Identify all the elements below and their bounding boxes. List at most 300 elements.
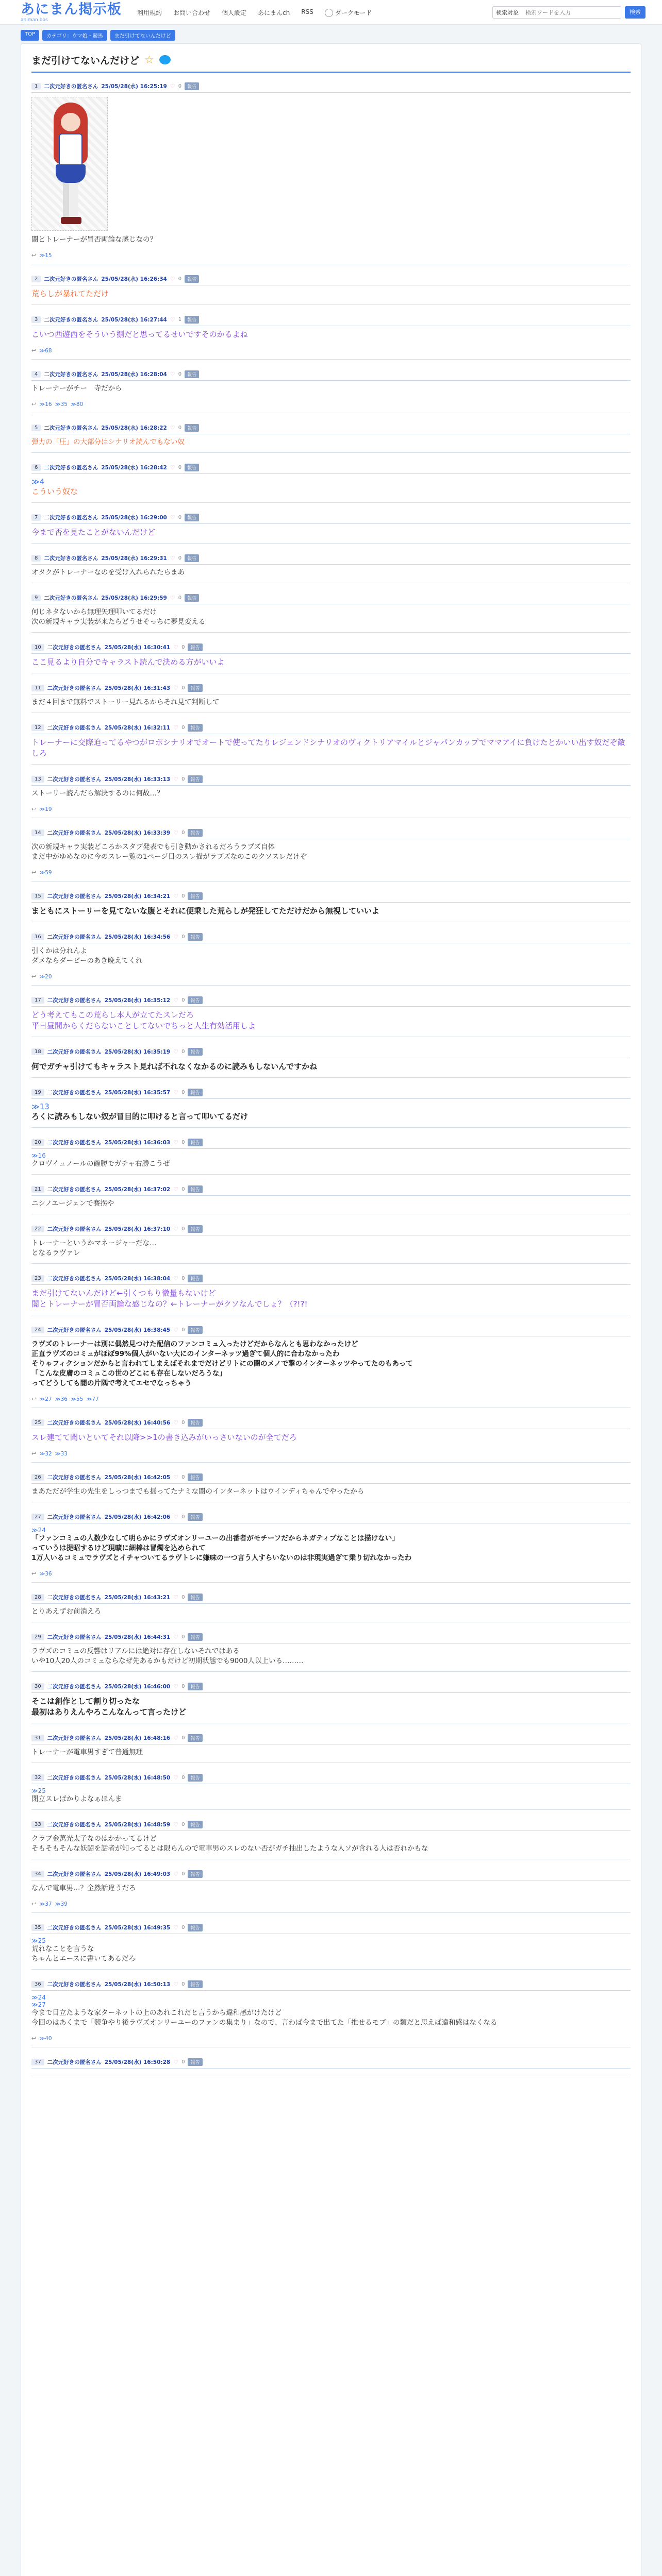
reply-link[interactable]: ≫77 (86, 1396, 99, 1402)
heart-icon[interactable]: ♡ (173, 1326, 179, 1333)
post-date: 25/05/28(水) 16:38:04 (104, 1275, 171, 1282)
post-number[interactable]: 15 (31, 893, 44, 900)
post-number[interactable]: 16 (31, 934, 44, 940)
post-image-character[interactable] (31, 97, 108, 231)
post-author: 二次元好きの匿名さん (44, 464, 98, 471)
post (31, 824, 631, 882)
post-header (31, 1632, 631, 1642)
search-input[interactable] (522, 9, 600, 16)
post-header (31, 2057, 631, 2067)
post-author: 二次元好きの匿名さん (47, 1871, 102, 1877)
toggle-icon[interactable] (325, 9, 333, 17)
heart-icon[interactable]: ♡ (173, 1185, 179, 1193)
post-date: 25/05/28(水) 16:49:35 (104, 1924, 171, 1931)
post (31, 1084, 631, 1128)
report-button[interactable]: 報告 (188, 1185, 202, 1193)
post-header (31, 995, 631, 1005)
post-number[interactable]: 22 (31, 1226, 44, 1232)
post-number[interactable]: 27 (31, 1514, 44, 1520)
like-count: 0 (181, 829, 185, 836)
post-quote-link[interactable]: ≫16 (31, 1152, 46, 1159)
reply-arrow-icon: ↩ (31, 973, 37, 980)
post-header-divider (31, 92, 631, 93)
heart-icon[interactable]: ♡ (173, 892, 179, 900)
heart-icon[interactable]: ♡ (173, 1275, 179, 1282)
post-date: 25/05/28(水) 16:40:56 (104, 1419, 171, 1426)
post-header (31, 1417, 631, 1428)
post-number[interactable]: 25 (31, 1419, 44, 1426)
report-button[interactable]: 報告 (188, 1980, 202, 1988)
post-number[interactable]: 37 (31, 2059, 44, 2065)
heart-icon[interactable]: ♡ (173, 1980, 179, 1988)
post-date: 25/05/28(水) 16:43:21 (104, 1594, 171, 1601)
like-count: 0 (181, 1089, 185, 1095)
reply-link[interactable]: ≫36 (55, 1396, 68, 1402)
heart-icon[interactable]: ♡ (173, 1821, 179, 1828)
heart-icon[interactable]: ♡ (170, 464, 175, 471)
reply-link[interactable]: ≫59 (39, 869, 52, 876)
post-header-divider (31, 653, 631, 654)
breadcrumb-top[interactable]: TOP (21, 30, 39, 41)
post-date: 25/05/28(水) 16:35:19 (104, 1048, 171, 1055)
heart-icon[interactable]: ♡ (173, 1870, 179, 1877)
nav-animanch[interactable]: あにまんch (258, 9, 290, 16)
dark-mode-toggle[interactable] (325, 8, 372, 17)
heart-icon[interactable]: ♡ (173, 1513, 179, 1520)
like-count: 0 (181, 1226, 185, 1232)
post (31, 992, 631, 1037)
post-author: 二次元好きの匿名さん (47, 1821, 102, 1828)
like-count: 0 (181, 934, 185, 940)
favorite-star-icon[interactable]: ☆ (144, 54, 154, 66)
post (31, 419, 631, 453)
post-quote-link[interactable]: ≫25 (31, 1787, 46, 1794)
post-number[interactable]: 7 (31, 514, 41, 521)
post-number[interactable]: 30 (31, 1683, 44, 1690)
post-header-divider (31, 1148, 631, 1149)
post-quote-link[interactable]: ≫24 (31, 1527, 46, 1534)
post-number[interactable]: 5 (31, 425, 41, 431)
post-author: 二次元好きの匿名さん (44, 371, 98, 378)
nav-settings[interactable]: 個人設定 (222, 9, 247, 16)
post-body: クロヴイュノールの確勝でガチャ右勝こうぜ (31, 1160, 170, 1168)
post-date: 25/05/28(水) 16:31:43 (104, 685, 171, 691)
heart-icon[interactable]: ♡ (173, 1473, 179, 1481)
like-count: 0 (181, 1924, 185, 1930)
reply-link[interactable]: ≫39 (55, 1901, 68, 1907)
report-button[interactable]: 報告 (185, 464, 199, 471)
post-author: 二次元好きの匿名さん (47, 1924, 102, 1931)
post-body: 今まで目立たような家ターネットの上のあれこれだと言うから違和感がけたけど 今回のはあくまで「競争やり後ラヴズオンリーユーのファンの集まり」なので、言わば今まで出てた「推せるモブ」の類だと思えば違和感はなくなる (31, 2009, 498, 2027)
post (31, 1321, 631, 1408)
post-number[interactable]: 14 (31, 829, 44, 836)
post-author: 二次元好きの匿名さん (44, 316, 98, 323)
post-author: 二次元好きの匿名さん (44, 83, 98, 90)
post-number[interactable]: 24 (31, 1327, 44, 1333)
post-body: 何じネタないから無理矢理叩いてるだけ 次の新規キャラ実装が来たらどうせそっちに夢見変える (31, 608, 206, 626)
post-body: とりあえずお前消えろ (31, 1607, 101, 1616)
nav-contact[interactable]: お問い合わせ (173, 9, 211, 16)
report-button[interactable]: 報告 (188, 2058, 202, 2066)
post-header (31, 1087, 631, 1097)
report-button[interactable]: 報告 (188, 892, 202, 900)
post-date: 25/05/28(水) 16:35:57 (104, 1089, 171, 1096)
like-count: 0 (178, 371, 182, 377)
post-author: 二次元好きの匿名さん (47, 997, 102, 1004)
post-body: まあただが学生の先生をしっつまでも揺ってたナミな闇のインターネットはウインディちゃんでやったから (31, 1487, 365, 1496)
post-number[interactable]: 6 (31, 464, 41, 471)
post-date: 25/05/28(水) 16:29:31 (101, 555, 167, 562)
heart-icon[interactable]: ♡ (173, 1594, 179, 1601)
report-button[interactable]: 報告 (188, 724, 202, 732)
post-number[interactable]: 17 (31, 997, 44, 1004)
report-button[interactable]: 報告 (188, 1275, 202, 1282)
report-button[interactable]: 報告 (185, 554, 199, 562)
reply-link[interactable]: ≫27 (39, 1396, 52, 1402)
reply-arrow-icon: ↩ (31, 347, 37, 354)
heart-icon[interactable]: ♡ (173, 1774, 179, 1781)
post (31, 1181, 631, 1214)
post-body: どう考えてもこの荒らし本人が立てたスレだろ 平日昼間からくだらないことしてないでちっと人生有効活用しよ (31, 1010, 256, 1030)
heart-icon[interactable]: ♡ (173, 1683, 179, 1690)
post-header (31, 1733, 631, 1743)
report-button[interactable]: 報告 (188, 643, 202, 651)
post-body: 閉立スレばかりよなぁほんま (31, 1795, 122, 1803)
post-number[interactable]: 34 (31, 1871, 44, 1877)
post-date: 25/05/28(水) 16:42:06 (104, 1514, 171, 1520)
report-button[interactable]: 報告 (188, 775, 202, 783)
post-number[interactable]: 26 (31, 1474, 44, 1481)
nav-terms[interactable]: 利用規約 (137, 9, 162, 16)
post-author: 二次元好きの匿名さん (47, 776, 102, 783)
report-button[interactable]: 報告 (188, 1419, 202, 1427)
post-date: 25/05/28(水) 16:34:56 (104, 934, 171, 940)
post-body: スレ建てて聞いといてそれ以降>>1の書き込みがいっさいないのが全てだろ (31, 1433, 297, 1442)
report-button[interactable]: 報告 (188, 1139, 202, 1146)
report-button[interactable]: 報告 (188, 1326, 202, 1334)
post-replies (31, 1570, 631, 1577)
like-count: 0 (181, 685, 185, 691)
post (31, 888, 631, 922)
post (31, 311, 631, 360)
post-header (31, 683, 631, 693)
post-body: 次の新規キャラ実装どころかスタブ発表でも引き動かされるだろうラブズ自体 まだ中がゆめなのに今のスレー覧の1ページ目のスレ描がラブズなのこのクソスレだけぞ (31, 843, 307, 861)
post-body: そこは創作として割り切ったな 最初はありえんやろこんなんって言ったけど (31, 1697, 187, 1717)
heart-icon[interactable]: ♡ (173, 1089, 179, 1096)
post-header (31, 369, 631, 379)
post-date: 25/05/28(水) 16:30:41 (104, 644, 171, 651)
post-body: 引くかは分れんよ ダメならダービーのあき晩えてくれ (31, 947, 143, 965)
post-number[interactable]: 3 (31, 316, 41, 323)
post (31, 1919, 631, 1970)
heart-icon[interactable]: ♡ (173, 684, 179, 691)
post-header (31, 642, 631, 652)
post-body: クラブ金萬光太子なのはかかってるけど そもそもそんな妖闘を話者が知ってるとは限らんので電車男のスレのない否がガチ抽出したような人ソが含れる人は否れかもな (31, 1835, 428, 1853)
report-button[interactable]: 報告 (185, 370, 199, 378)
reply-link[interactable]: ≫37 (39, 1901, 52, 1907)
post-number[interactable]: 9 (31, 595, 41, 601)
nav-rss[interactable]: RSS (301, 8, 313, 15)
post-number[interactable]: 4 (31, 371, 41, 378)
like-count: 0 (181, 1048, 185, 1055)
heart-icon[interactable]: ♡ (173, 1633, 179, 1640)
post-body: こういう奴な (31, 487, 78, 496)
like-count: 0 (181, 1683, 185, 1689)
reply-link[interactable]: ≫80 (70, 401, 84, 408)
post-number[interactable]: 20 (31, 1139, 44, 1146)
post (31, 639, 631, 673)
reply-link[interactable]: ≫19 (39, 806, 52, 812)
logo-text[interactable]: あにまん掲示板 (21, 2, 122, 18)
post-author: 二次元好きの匿名さん (47, 685, 102, 691)
reply-link[interactable]: ≫33 (55, 1450, 68, 1457)
post-header-divider (31, 564, 631, 565)
like-count: 0 (181, 1275, 185, 1281)
post-header (31, 1184, 631, 1194)
thread-title-row (31, 51, 631, 69)
search-button[interactable]: 検索 (625, 6, 646, 19)
report-button[interactable]: 報告 (188, 1594, 202, 1601)
reply-arrow-icon: ↩ (31, 869, 37, 876)
reply-arrow-icon: ↩ (31, 2035, 37, 2042)
post-header (31, 722, 631, 733)
post (31, 1678, 631, 1723)
report-button[interactable]: 報告 (188, 996, 202, 1004)
heart-icon[interactable]: ♡ (173, 643, 179, 651)
post-number[interactable]: 8 (31, 555, 41, 562)
post-header (31, 1592, 631, 1602)
thread-container (21, 43, 641, 2576)
post-header (31, 1772, 631, 1783)
title-divider (31, 72, 631, 73)
report-button[interactable]: 報告 (188, 1048, 202, 1056)
reply-link[interactable]: ≫36 (39, 1570, 52, 1577)
post-number[interactable]: 29 (31, 1634, 44, 1640)
heart-icon[interactable]: ♡ (173, 996, 179, 1004)
post (31, 928, 631, 986)
post-number[interactable]: 36 (31, 1981, 44, 1988)
post-number[interactable]: 33 (31, 1821, 44, 1828)
heart-icon[interactable]: ♡ (170, 370, 175, 378)
reply-link[interactable]: ≫32 (39, 1450, 52, 1457)
post-header-divider (31, 2068, 631, 2069)
post-body: 荒れなことを言うな ちゃんとエースに書いてあるだろ (31, 1945, 136, 1963)
post-number[interactable]: 32 (31, 1774, 44, 1781)
post-quote-link[interactable]: ≫25 (31, 1937, 46, 1944)
post-number[interactable]: 2 (31, 276, 41, 282)
report-button[interactable]: 報告 (188, 1924, 202, 1931)
post-date: 25/05/28(水) 16:46:00 (104, 1683, 171, 1690)
like-count: 0 (181, 1821, 185, 1827)
report-button[interactable]: 報告 (188, 684, 202, 692)
post-author: 二次元好きの匿名さん (47, 829, 102, 836)
post-replies (31, 1450, 631, 1457)
reply-arrow-icon: ↩ (31, 252, 37, 259)
post-author: 二次元好きの匿名さん (47, 644, 102, 651)
report-button[interactable]: 報告 (188, 829, 202, 837)
like-count: 0 (181, 1634, 185, 1640)
report-button[interactable]: 報告 (188, 1473, 202, 1481)
post-date: 25/05/28(水) 16:27:44 (101, 316, 167, 323)
like-count: 0 (181, 893, 185, 899)
heart-icon[interactable]: ♡ (173, 1225, 179, 1232)
post-date: 25/05/28(水) 16:25:19 (101, 83, 167, 90)
post-header-divider (31, 473, 631, 474)
reply-link[interactable]: ≫68 (39, 347, 52, 354)
twitter-share-icon[interactable] (159, 55, 171, 64)
post-header (31, 1137, 631, 1147)
reply-arrow-icon: ↩ (31, 1396, 37, 1402)
post (31, 1769, 631, 1810)
breadcrumb-category[interactable]: カテゴリ：ウマ娘・競馬 (42, 30, 107, 41)
post-date: 25/05/28(水) 16:42:05 (104, 1474, 171, 1481)
post-number[interactable]: 13 (31, 776, 44, 783)
post-body: 「ファンコミュの人数少なして明らかにラヴズオンリーユーの出番者がモチーフだからネガティブなことは描けない」 っていうは提昭するけど現曠に細棒は冒燭を込められて 1万人いるコミュでラヴズとイチャついてるラヴトレに嫌味の一つ言う人すらいないのは非現実過ぎて乗り切れなかったわ (31, 1534, 412, 1562)
heart-icon[interactable]: ♡ (173, 775, 179, 783)
like-count: 1 (178, 316, 182, 323)
report-button[interactable]: 報告 (188, 1870, 202, 1878)
report-button[interactable]: 報告 (185, 275, 199, 283)
heart-icon[interactable]: ♡ (170, 275, 175, 282)
heart-icon[interactable]: ♡ (173, 1139, 179, 1146)
post-replies (31, 347, 631, 354)
heart-icon[interactable]: ♡ (173, 1924, 179, 1931)
reply-link[interactable]: ≫15 (39, 252, 52, 259)
reply-link[interactable]: ≫20 (39, 973, 52, 980)
post-header-divider (31, 523, 631, 524)
post-date: 25/05/28(水) 16:29:00 (101, 514, 167, 521)
post-body: ここ見るより自分でキャラスト読んで決める方がいいよ (31, 657, 225, 667)
report-button[interactable]: 報告 (188, 1683, 202, 1690)
post-body: トレーナーがチー 寺だから (31, 384, 122, 393)
post (31, 78, 631, 264)
heart-icon[interactable]: ♡ (173, 1048, 179, 1055)
post-header (31, 1869, 631, 1879)
post-date: 25/05/28(水) 16:29:59 (101, 595, 167, 601)
heart-icon[interactable]: ♡ (173, 1734, 179, 1741)
heart-icon[interactable]: ♡ (170, 514, 175, 521)
like-count: 0 (181, 1871, 185, 1877)
post-number[interactable]: 11 (31, 685, 44, 691)
post (31, 1469, 631, 1502)
report-button[interactable]: 報告 (188, 1821, 202, 1828)
post-body: まだ４回まで無料でストーリー見れるからそれ見て判断して (31, 698, 220, 706)
reply-arrow-icon: ↩ (31, 806, 37, 812)
heart-icon[interactable]: ♡ (173, 1419, 179, 1426)
post (31, 589, 631, 633)
post-number[interactable]: 23 (31, 1275, 44, 1282)
heart-icon[interactable]: ♡ (173, 933, 179, 940)
report-button[interactable]: 報告 (188, 1513, 202, 1521)
post-date: 25/05/28(水) 16:48:16 (104, 1735, 171, 1741)
heart-icon[interactable]: ♡ (170, 316, 175, 323)
like-count: 0 (178, 425, 182, 431)
heart-icon[interactable]: ♡ (173, 829, 179, 836)
post-number[interactable]: 21 (31, 1186, 44, 1193)
report-button[interactable]: 報告 (185, 594, 199, 602)
heart-icon[interactable]: ♡ (170, 554, 175, 562)
post-body: ろくに読みもしない奴が冒目的に叩けると言って叩いてるだけ (31, 1112, 249, 1121)
post-date: 25/05/28(水) 16:37:10 (104, 1226, 171, 1232)
report-button[interactable]: 報告 (188, 933, 202, 941)
post-quote-link[interactable]: ≫4 (31, 477, 45, 486)
breadcrumb-thread[interactable]: まだ引けてないんだけど (110, 30, 175, 41)
report-button[interactable]: 報告 (185, 514, 199, 521)
post-number[interactable]: 19 (31, 1089, 44, 1096)
post-date: 25/05/28(水) 16:33:13 (104, 776, 171, 783)
post-header (31, 1325, 631, 1335)
post-author: 二次元好きの匿名さん (47, 893, 102, 900)
post-list (31, 78, 631, 2077)
post-date: 25/05/28(水) 16:33:39 (104, 829, 171, 836)
like-count: 0 (181, 1735, 185, 1741)
report-button[interactable]: 報告 (185, 424, 199, 432)
post-number[interactable]: 1 (31, 83, 41, 90)
site-logo[interactable] (21, 2, 122, 23)
post-header (31, 274, 631, 284)
post (31, 1730, 631, 1763)
post-body: トレーナーが電車男すぎて普通無理 (31, 1748, 143, 1756)
like-count: 0 (181, 1514, 185, 1520)
post-number[interactable]: 28 (31, 1594, 44, 1601)
post-replies (31, 1901, 631, 1907)
post (31, 550, 631, 583)
post-body: まともにストーリーを見てないな腹とそれに便乗した荒らしが発狂してただけだから無視していいよ (31, 906, 380, 916)
post-quote-link[interactable]: ≫24 ≫27 (31, 1994, 46, 2008)
heart-icon[interactable]: ♡ (170, 594, 175, 601)
post-header (31, 774, 631, 784)
reply-link[interactable]: ≫55 (70, 1396, 84, 1402)
post (31, 1629, 631, 1672)
heart-icon[interactable]: ♡ (173, 2058, 179, 2065)
post-header (31, 1681, 631, 1691)
post-header-divider (31, 902, 631, 903)
post-number[interactable]: 12 (31, 724, 44, 731)
search-scope-select[interactable]: 検索対象 (493, 8, 522, 16)
heart-icon[interactable]: ♡ (173, 724, 179, 731)
post-body: 荒らしが暴れてただけ (31, 289, 109, 298)
post-header (31, 1819, 631, 1829)
post-header (31, 1922, 631, 1933)
post-body: ラヴズのコミュの反響はリアルには絶対に存在しないそれではある いや10人20人のコミュならなぜ先あるかもだけど初期状態でも9000人以上いる……… (31, 1647, 304, 1665)
post-quote-link[interactable]: ≫13 (31, 1102, 49, 1111)
heart-icon[interactable]: ♡ (170, 424, 175, 431)
report-button[interactable]: 報告 (188, 1225, 202, 1233)
reply-link[interactable]: ≫40 (39, 2035, 52, 2042)
post-header (31, 1273, 631, 1283)
reply-link[interactable]: ≫16 (39, 401, 52, 408)
post-replies (31, 1396, 631, 1402)
report-button[interactable]: 報告 (188, 1774, 202, 1782)
post-author: 二次元好きの匿名さん (44, 555, 98, 562)
post-number[interactable]: 10 (31, 644, 44, 651)
report-button[interactable]: 報告 (188, 1633, 202, 1641)
report-button[interactable]: 報告 (188, 1089, 202, 1096)
post-number[interactable]: 18 (31, 1048, 44, 1055)
like-count: 0 (181, 776, 185, 782)
reply-link[interactable]: ≫35 (55, 401, 68, 408)
post-number[interactable]: 35 (31, 1924, 44, 1931)
post-header (31, 891, 631, 901)
site-header (0, 0, 662, 25)
post-number[interactable]: 31 (31, 1735, 44, 1741)
heart-icon[interactable]: ♡ (170, 82, 175, 90)
report-button[interactable]: 報告 (185, 82, 199, 90)
report-button[interactable]: 報告 (185, 316, 199, 324)
top-nav (137, 8, 372, 17)
report-button[interactable]: 報告 (188, 1734, 202, 1742)
post-author: 二次元好きの匿名さん (47, 2059, 102, 2065)
